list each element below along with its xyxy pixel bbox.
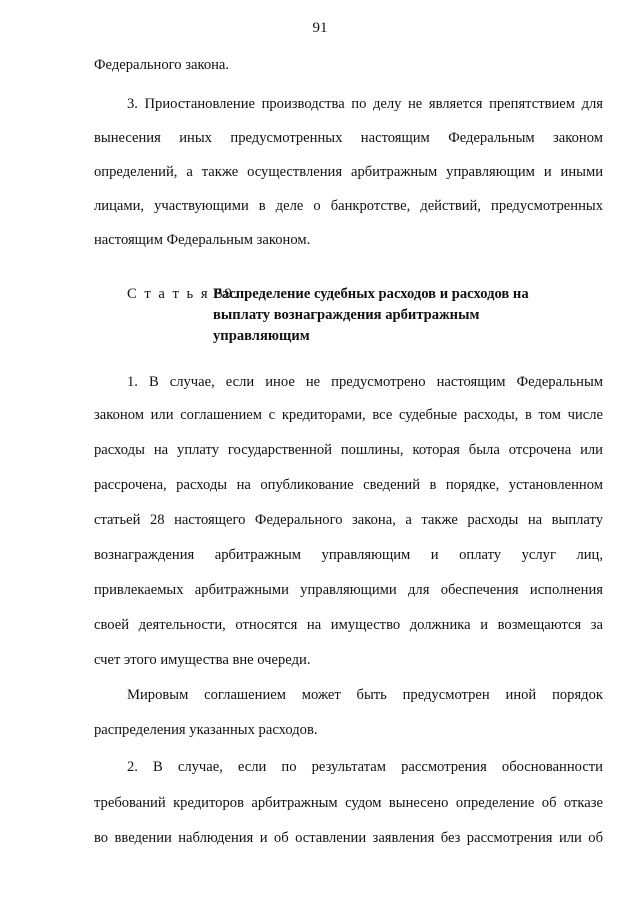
text-line: распределения указанных расходов. <box>94 722 318 738</box>
article-title-line: управляющим <box>213 328 310 344</box>
text-line: 3. Приостановление производства по делу не является препятствием для <box>127 96 603 112</box>
text-line: Мировым соглашением может быть предусмотрен иной порядок <box>127 687 603 703</box>
text-line: своей деятельности, относятся на имущество должника и возмещаются за <box>94 617 603 633</box>
text-line: требований кредиторов арбитражным судом вынесено определение об отказе <box>94 795 603 811</box>
text-line: во введении наблюдения и об оставлении заявления без рассмотрения или об <box>94 830 603 846</box>
text-line: статьей 28 настоящего Федерального закона, а также расходы на выплату <box>94 512 603 528</box>
article-title <box>213 285 573 348</box>
article-title-line: выплату вознаграждения арбитражным <box>213 307 480 323</box>
text-line: вознаграждения арбитражным управляющим и оплату услуг лиц, <box>94 547 603 563</box>
text-line: рассрочена, расходы на опубликование сведений в порядке, установленном <box>94 477 603 493</box>
text-line: настоящим Федеральным законом. <box>94 232 311 248</box>
text-line: 2. В случае, если по результатам рассмотрения обоснованности <box>127 759 603 775</box>
article-title-line: Распределение судебных расходов и расходов на <box>213 286 529 302</box>
text-line: лицами, участвующими в деле о банкротстве, действий, предусмотренных <box>94 198 603 214</box>
text-line: 1. В случае, если иное не предусмотрено настоящим Федеральным <box>127 374 603 390</box>
text-line: Федерального закона. <box>94 57 230 73</box>
page-number: 91 <box>312 20 328 36</box>
article-label: С т а т ь я 59. <box>127 286 240 302</box>
text-line: вынесения иных предусмотренных настоящим Федеральным законом <box>94 130 603 146</box>
text-line: привлекаемых арбитражными управляющими для обеспечения исполнения <box>94 582 603 598</box>
text-line: определений, а также осуществления арбитражным управляющим и иными <box>94 164 603 180</box>
text-line: расходы на уплату государственной пошлины, которая была отсрочена или <box>94 442 603 458</box>
text-line: счет этого имущества вне очереди. <box>94 652 311 668</box>
text-line: законом или соглашением с кредиторами, все судебные расходы, в том числе <box>94 407 603 423</box>
